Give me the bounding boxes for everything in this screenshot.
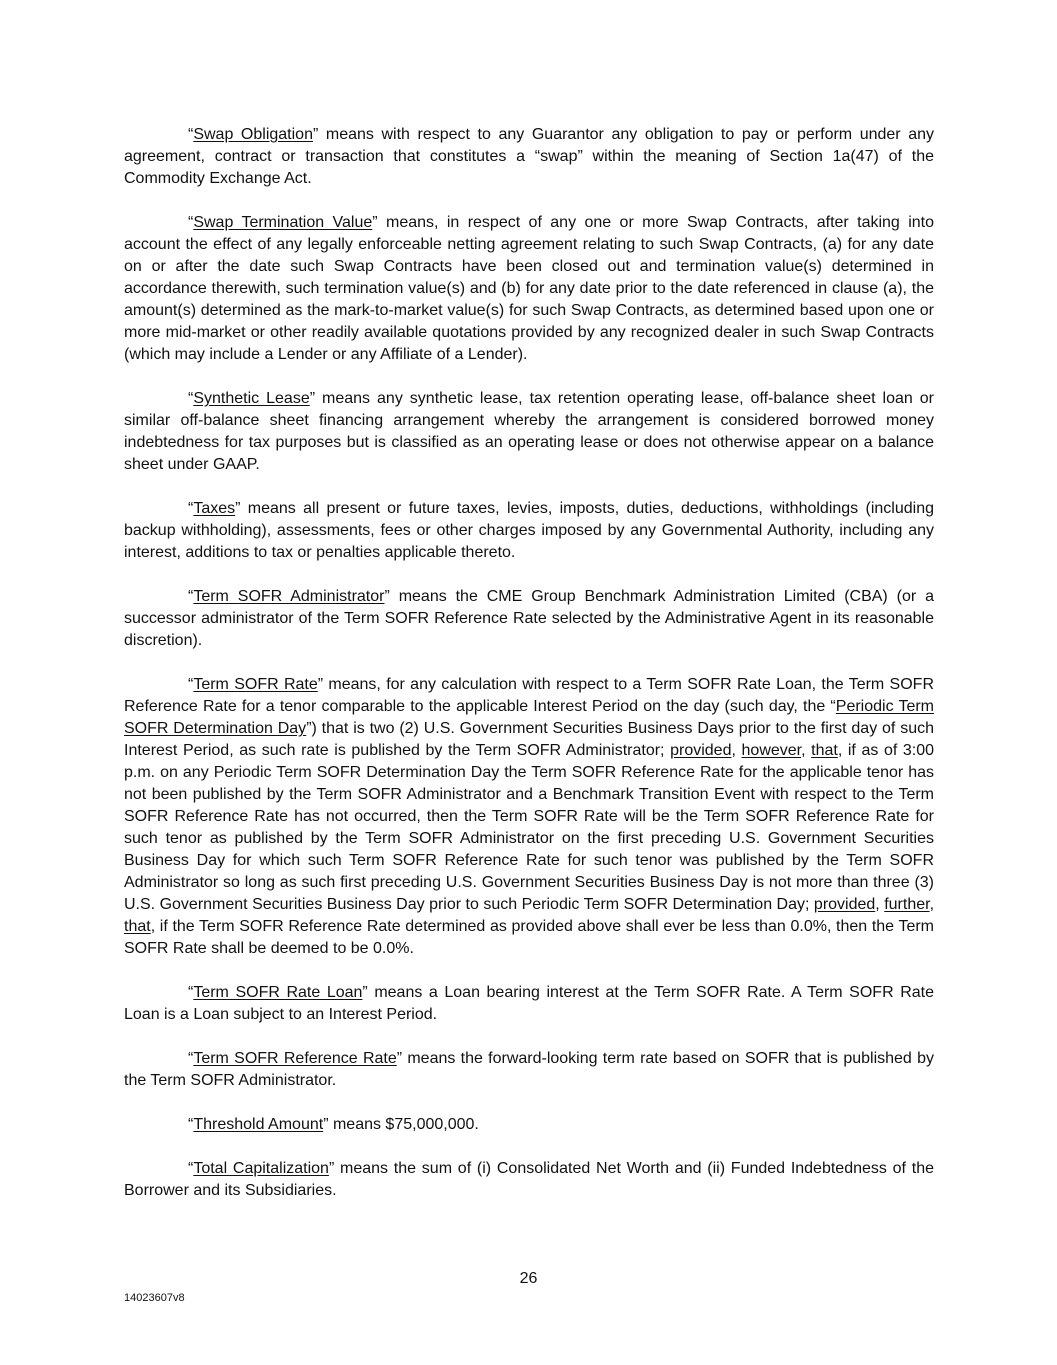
defined-term: Swap Obligation (193, 126, 313, 143)
paragraph-text: “ (188, 214, 194, 231)
underlined-text: that (124, 918, 151, 935)
definition-paragraph (124, 982, 934, 1026)
definition-paragraph (124, 388, 934, 476)
defined-term: Total Capitalization (193, 1160, 329, 1177)
page-number: 26 (519, 1270, 538, 1287)
paragraph-text: “ (188, 984, 194, 1001)
definition-paragraph (124, 124, 934, 190)
paragraph-text: “ (188, 1160, 194, 1177)
paragraph-text: “ (188, 500, 194, 517)
paragraph-text: ” means all present or future taxes, levies, imposts, duties, deductions, withholdings (including backup withholding), assessments, fees or other charges imposed by any Governmental Authority, including any interest, additions to tax or penalties applicable thereto. (124, 500, 934, 561)
paragraph-text: , (929, 896, 935, 913)
paragraph-text: ” means with respect to any Guarantor any obligation to pay or perform under any agreement, contract or transaction that constitutes a “swap” within the meaning of Section 1a(47) of the Commodity Exchange Act. (124, 126, 935, 187)
defined-term: Term SOFR Administrator (193, 588, 385, 605)
paragraph-text: ” means, for any calculation with respect to a Term SOFR Rate Loan, the Term SOFR Reference Rate for a tenor comparable to the applicable Interest Period on the day (such day, the “ (124, 676, 935, 715)
paragraph-text: , (801, 742, 812, 759)
definition-paragraph (124, 1158, 934, 1202)
defined-term: Swap Termination Value (193, 214, 373, 231)
defined-term: Synthetic Lease (193, 390, 310, 407)
paragraph-text: “ (188, 390, 194, 407)
paragraph-text: ” means the sum of (i) Consolidated Net Worth and (ii) Funded Indebtedness of the Borrower and its Subsidiaries. (124, 1160, 934, 1199)
underlined-text: Periodic Term SOFR Determination Day (124, 698, 934, 737)
paragraph-text: “ (188, 676, 194, 693)
underlined-text: provided (813, 896, 876, 913)
paragraph-text: ” means a Loan bearing interest at the Term SOFR Rate. A Term SOFR Rate Loan is a Loan subject to an Interest Period. (124, 984, 934, 1023)
definition-paragraph (124, 1048, 934, 1092)
definition-paragraph (124, 1114, 934, 1136)
defined-term: Term SOFR Reference Rate (193, 1050, 397, 1067)
document-id: 14023607v8 (124, 1292, 185, 1304)
paragraph-text: ” means the forward-looking term rate based on SOFR that is published by the Term SOFR Administrator. (124, 1050, 934, 1089)
paragraph-text: “ (188, 588, 194, 605)
defined-term: Term SOFR Rate (193, 676, 318, 693)
paragraph-text: , (875, 896, 885, 913)
defined-term: Taxes (193, 500, 236, 517)
defined-term: Term SOFR Rate Loan (193, 984, 363, 1001)
paragraph-text: ” means the CME Group Benchmark Administration Limited (CBA) (or a successor administrator of the Term SOFR Reference Rate selected by the Administrative Agent in its reasonable discretion). (124, 588, 934, 649)
underlined-text: however (741, 742, 802, 759)
paragraph-text: ” means any synthetic lease, tax retention operating lease, off-balance sheet loan or similar off-balance sheet financing arrangement whereby the arrangement is considered borrowed money indebtedness for tax purposes but is classified as an operating lease or does not otherwise appear on a balance sheet under GAAP. (124, 390, 934, 473)
paragraph-text: “ (188, 1116, 194, 1133)
paragraph-text: , (731, 742, 742, 759)
underlined-text: that (811, 742, 838, 759)
definition-paragraph (124, 586, 934, 652)
paragraph-text: , if as of 3:00 p.m. on any Periodic Term SOFR Determination Day the Term SOFR Reference Rate for the applicable tenor has not been published by the Term SOFR Administrator and a Benchmark Transition Event with respect to the Term SOFR Reference Rate has not occurred, then the Term SOFR Rate will be the Term SOFR Reference Rate for such tenor as published by the Term SOFR Administrator on the first preceding U.S. Government Securities Business Day for which such Term SOFR Reference Rate for such tenor was published by the Term SOFR Administrator so long as such first preceding U.S. Government Securities Business Day is not more than three (3) U.S. Government Securities Business Day prior to such Periodic Term SOFR Determination Day; (124, 742, 935, 913)
paragraph-text: ” means, in respect of any one or more Swap Contracts, after taking into account the effect of any legally enforceable netting agreement relating to such Swap Contracts, (a) for any date on or after the date such Swap Contracts have been closed out and termination value(s) determined in accordance therewith, such termination value(s) and (b) for any date prior to the date referenced in clause (a), the amount(s) determined as the mark-to-market value(s) for such Swap Contracts, as determined based upon one or more mid-market or other readily available quotations provided by any recognized dealer in such Swap Contracts (which may include a Lender or any Affiliate of a Lender). (124, 214, 935, 363)
underlined-text: further (884, 896, 930, 913)
paragraph-text: “ (188, 126, 194, 143)
definition-paragraph (124, 498, 934, 564)
defined-term: Threshold Amount (193, 1116, 324, 1133)
paragraph-text: , if the Term SOFR Reference Rate determined as provided above shall ever be less than 0.0%, then the Term SOFR Rate shall be deemed to be 0.0%. (124, 918, 934, 957)
definition-paragraph (124, 674, 934, 960)
paragraph-text: “ (188, 1050, 194, 1067)
underlined-text: provided (670, 742, 732, 759)
document-body (124, 124, 934, 1224)
definition-paragraph (124, 212, 934, 366)
paragraph-text: ” means $75,000,000. (323, 1116, 479, 1133)
paragraph-text: ”) that is two (2) U.S. Government Securities Business Days prior to the first day of such Interest Period, as such rate is published by the Term SOFR Administrator; (124, 720, 935, 759)
